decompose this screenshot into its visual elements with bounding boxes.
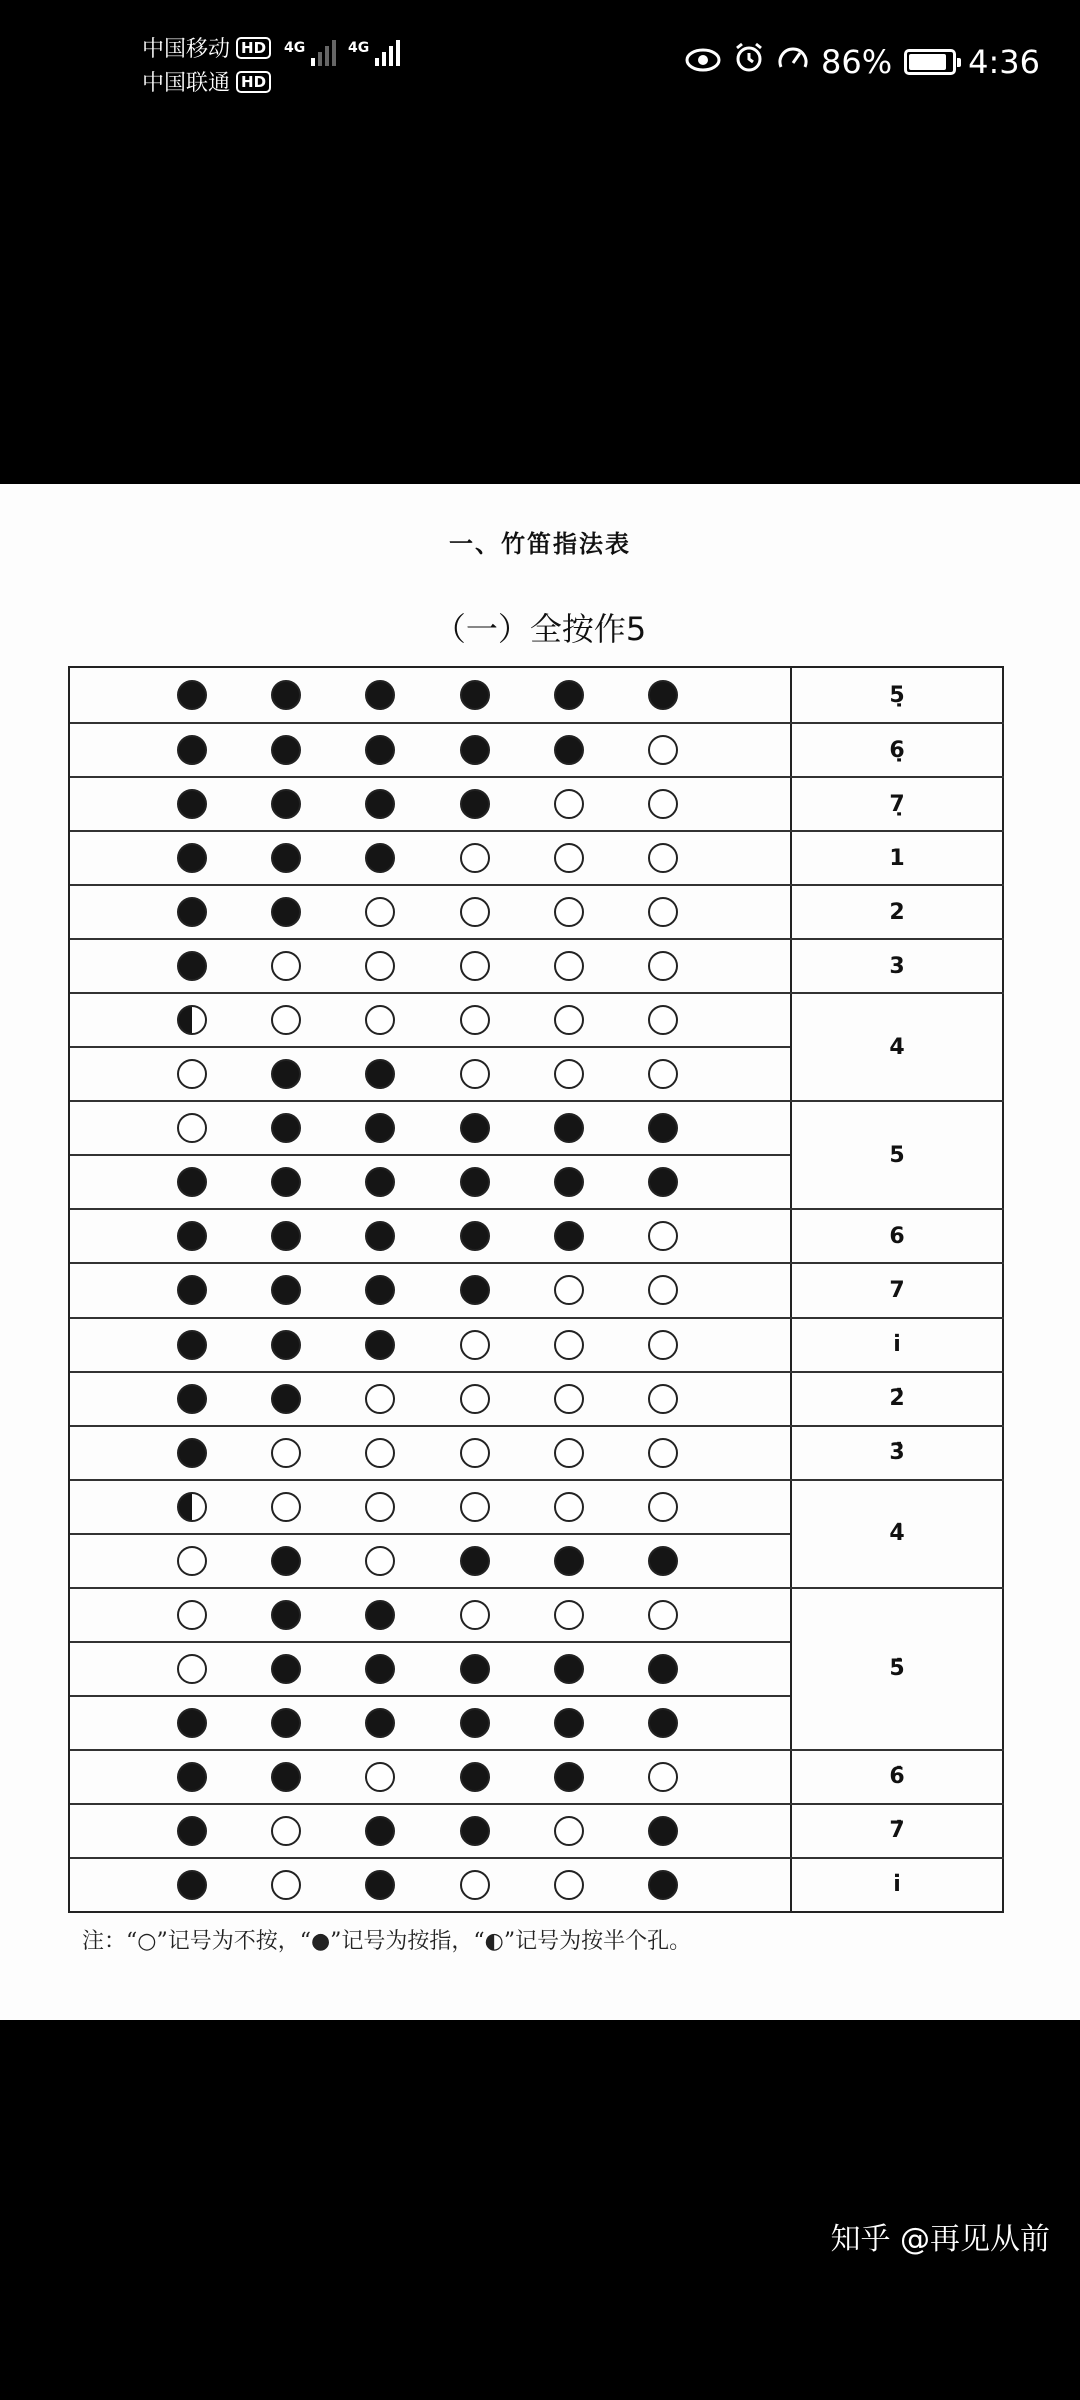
- closed-hole-icon: [365, 1708, 395, 1738]
- closed-hole-icon: [271, 1600, 301, 1630]
- signal-icon-1: [284, 40, 336, 66]
- status-bar: [0, 0, 1080, 130]
- open-hole-icon: [177, 1546, 207, 1576]
- open-hole-icon: [271, 1438, 301, 1468]
- closed-hole-icon: [365, 680, 395, 710]
- note-label: i̇: [790, 1317, 1004, 1371]
- closed-hole-icon: [271, 1221, 301, 1251]
- table-row: [70, 668, 790, 722]
- open-hole-icon: [177, 1113, 207, 1143]
- table-row: [70, 830, 790, 884]
- open-hole-icon: [554, 1870, 584, 1900]
- open-hole-icon: [177, 1600, 207, 1630]
- closed-hole-icon: [648, 680, 678, 710]
- table-row: [70, 1641, 790, 1695]
- fingering-table: [68, 666, 1004, 1913]
- closed-hole-icon: [460, 1708, 490, 1738]
- closed-hole-icon: [177, 1330, 207, 1360]
- open-hole-icon: [554, 1384, 584, 1414]
- closed-hole-icon: [365, 1816, 395, 1846]
- closed-hole-icon: [365, 843, 395, 873]
- closed-hole-icon: [460, 680, 490, 710]
- closed-hole-icon: [554, 1654, 584, 1684]
- signal-bar: [396, 40, 400, 66]
- carrier-1-label: 中国移动: [142, 37, 231, 62]
- open-hole-icon: [554, 951, 584, 981]
- table-row: [70, 1857, 790, 1911]
- closed-hole-icon: [271, 1546, 301, 1576]
- closed-hole-icon: [177, 1708, 207, 1738]
- table-row: [70, 1371, 790, 1425]
- table-row: [70, 938, 790, 992]
- open-hole-icon: [460, 1438, 490, 1468]
- signal-bar: [375, 58, 379, 66]
- open-hole-icon: [271, 1005, 301, 1035]
- closed-hole-icon: [648, 1546, 678, 1576]
- open-hole-icon: [460, 1600, 490, 1630]
- open-hole-icon: [648, 1492, 678, 1522]
- closed-hole-icon: [271, 1059, 301, 1089]
- open-hole-icon: [554, 1059, 584, 1089]
- closed-hole-icon: [460, 789, 490, 819]
- open-hole-icon: [554, 897, 584, 927]
- closed-hole-icon: [177, 1816, 207, 1846]
- note-label: 4: [790, 992, 1004, 1100]
- open-hole-icon: [365, 1762, 395, 1792]
- closed-hole-icon: [271, 1330, 301, 1360]
- note-label: 5̣: [889, 682, 905, 708]
- closed-hole-icon: [365, 1221, 395, 1251]
- open-hole-icon: [365, 951, 395, 981]
- open-hole-icon: [460, 1059, 490, 1089]
- closed-hole-icon: [177, 1384, 207, 1414]
- open-hole-icon: [554, 1816, 584, 1846]
- open-hole-icon: [460, 1005, 490, 1035]
- open-hole-icon: [648, 1221, 678, 1251]
- closed-hole-icon: [460, 1167, 490, 1197]
- closed-hole-icon: [271, 1708, 301, 1738]
- note-label: 5̇: [790, 1587, 1004, 1749]
- clock: 4:36: [968, 43, 1040, 81]
- closed-hole-icon: [648, 1870, 678, 1900]
- closed-hole-icon: [648, 1654, 678, 1684]
- closed-hole-icon: [177, 1167, 207, 1197]
- closed-hole-icon: [271, 897, 301, 927]
- open-hole-icon: [648, 1384, 678, 1414]
- signal-bar: [325, 46, 329, 66]
- note-label: 3̇: [790, 1425, 1004, 1479]
- closed-hole-icon: [460, 1654, 490, 1684]
- table-row: [70, 1803, 790, 1857]
- open-hole-icon: [365, 897, 395, 927]
- note-label: 2̇: [790, 1371, 1004, 1425]
- watermark: 知乎 @再见从前: [830, 2222, 1050, 2257]
- signal-bar: [311, 58, 315, 66]
- closed-hole-icon: [177, 897, 207, 927]
- signal-bar: [389, 46, 393, 66]
- closed-hole-icon: [648, 1816, 678, 1846]
- closed-hole-icon: [271, 1654, 301, 1684]
- closed-hole-icon: [271, 680, 301, 710]
- table-row: [70, 1479, 790, 1533]
- closed-hole-icon: [365, 1059, 395, 1089]
- battery-icon: [904, 49, 956, 75]
- closed-hole-icon: [271, 1167, 301, 1197]
- closed-hole-icon: [271, 789, 301, 819]
- table-row: [70, 722, 790, 776]
- closed-hole-icon: [460, 1546, 490, 1576]
- closed-hole-icon: [460, 1762, 490, 1792]
- signal-bar: [318, 52, 322, 66]
- closed-hole-icon: [365, 1654, 395, 1684]
- hd-badge-1: HD: [236, 37, 271, 59]
- open-hole-icon: [365, 1492, 395, 1522]
- closed-hole-icon: [271, 1275, 301, 1305]
- closed-hole-icon: [271, 843, 301, 873]
- open-hole-icon: [554, 1492, 584, 1522]
- closed-hole-icon: [554, 1221, 584, 1251]
- closed-hole-icon: [460, 735, 490, 765]
- doc-title: 一、竹笛指法表: [449, 529, 631, 558]
- alarm-icon: [733, 42, 765, 82]
- open-hole-icon: [648, 1438, 678, 1468]
- note-label: i̇̇: [790, 1857, 1004, 1911]
- table-row: [70, 1100, 790, 1154]
- note-label: 6: [790, 1208, 1004, 1262]
- open-hole-icon: [460, 1384, 490, 1414]
- closed-hole-icon: [648, 1167, 678, 1197]
- open-hole-icon: [365, 1005, 395, 1035]
- closed-hole-icon: [365, 1275, 395, 1305]
- table-row: [70, 1317, 790, 1371]
- closed-hole-icon: [648, 1113, 678, 1143]
- open-hole-icon: [648, 1275, 678, 1305]
- open-hole-icon: [648, 1762, 678, 1792]
- closed-hole-icon: [177, 680, 207, 710]
- table-row: [70, 776, 790, 830]
- closed-hole-icon: [271, 1384, 301, 1414]
- open-hole-icon: [271, 1492, 301, 1522]
- signal-icon-2: [348, 40, 400, 66]
- note-label: 3: [790, 938, 1004, 992]
- note-label: 7̇: [790, 1803, 1004, 1857]
- open-hole-icon: [554, 1330, 584, 1360]
- open-hole-icon: [648, 735, 678, 765]
- closed-hole-icon: [177, 951, 207, 981]
- note-label: 7̣: [790, 776, 1004, 830]
- table-row: [70, 1695, 790, 1749]
- note-label: 6̣: [790, 722, 1004, 776]
- closed-hole-icon: [271, 735, 301, 765]
- closed-hole-icon: [554, 1708, 584, 1738]
- note-label: 5: [790, 1100, 1004, 1208]
- signal-bar: [332, 40, 336, 66]
- doc-subtitle: （一）全按作5: [433, 610, 647, 648]
- open-hole-icon: [648, 951, 678, 981]
- open-hole-icon: [554, 1005, 584, 1035]
- open-hole-icon: [365, 1438, 395, 1468]
- closed-hole-icon: [460, 1816, 490, 1846]
- fingering-chart-image: [0, 484, 1080, 2020]
- open-hole-icon: [554, 1600, 584, 1630]
- note-label: 7: [790, 1262, 1004, 1316]
- open-hole-icon: [271, 951, 301, 981]
- note-label: 1: [790, 830, 1004, 884]
- closed-hole-icon: [554, 1167, 584, 1197]
- doc-footnote: 注：“○”记号为不按，“●”记号为按指，“◐”记号为按半个孔。: [82, 1929, 692, 1954]
- open-hole-icon: [554, 843, 584, 873]
- closed-hole-icon: [460, 1113, 490, 1143]
- open-hole-icon: [365, 1384, 395, 1414]
- eye-icon: [685, 43, 721, 81]
- carrier-1: [142, 32, 271, 63]
- table-row: [70, 884, 790, 938]
- hd-badge-2: HD: [236, 71, 271, 93]
- closed-hole-icon: [177, 1275, 207, 1305]
- open-hole-icon: [365, 1546, 395, 1576]
- open-hole-icon: [460, 1330, 490, 1360]
- closed-hole-icon: [554, 1113, 584, 1143]
- table-row: [70, 1208, 790, 1262]
- open-hole-icon: [460, 843, 490, 873]
- closed-hole-icon: [365, 1167, 395, 1197]
- table-row: [70, 1262, 790, 1316]
- open-hole-icon: [648, 789, 678, 819]
- open-hole-icon: [177, 1654, 207, 1684]
- open-hole-icon: [648, 897, 678, 927]
- closed-hole-icon: [177, 735, 207, 765]
- table-row: [70, 1046, 790, 1100]
- open-hole-icon: [177, 1059, 207, 1089]
- closed-hole-icon: [365, 789, 395, 819]
- open-hole-icon: [460, 897, 490, 927]
- closed-hole-icon: [177, 1221, 207, 1251]
- open-hole-icon: [460, 1870, 490, 1900]
- closed-hole-icon: [271, 1113, 301, 1143]
- closed-hole-icon: [177, 789, 207, 819]
- status-right: [685, 42, 1040, 82]
- note-label: 6̇: [790, 1749, 1004, 1803]
- network-type-1: 4G: [284, 40, 306, 56]
- carrier-2: [142, 66, 271, 97]
- closed-hole-icon: [365, 1870, 395, 1900]
- open-hole-icon: [648, 1330, 678, 1360]
- closed-hole-icon: [365, 1330, 395, 1360]
- half-hole-icon: [177, 1492, 207, 1522]
- table-row: [70, 1154, 790, 1208]
- open-hole-icon: [648, 1600, 678, 1630]
- closed-hole-icon: [554, 680, 584, 710]
- closed-hole-icon: [365, 735, 395, 765]
- table-row: [70, 1425, 790, 1479]
- closed-hole-icon: [177, 1762, 207, 1792]
- note-label: 4̇: [790, 1479, 1004, 1587]
- open-hole-icon: [648, 1059, 678, 1089]
- table-row: [70, 992, 790, 1046]
- open-hole-icon: [271, 1816, 301, 1846]
- carrier-2-label: 中国联通: [142, 71, 231, 96]
- half-hole-icon: [177, 1005, 207, 1035]
- closed-hole-icon: [648, 1708, 678, 1738]
- open-hole-icon: [460, 951, 490, 981]
- closed-hole-icon: [177, 843, 207, 873]
- open-hole-icon: [648, 843, 678, 873]
- closed-hole-icon: [177, 1870, 207, 1900]
- closed-hole-icon: [554, 1762, 584, 1792]
- open-hole-icon: [554, 1438, 584, 1468]
- open-hole-icon: [554, 789, 584, 819]
- open-hole-icon: [554, 1275, 584, 1305]
- speed-icon: [777, 43, 809, 81]
- table-row: [70, 1587, 790, 1641]
- battery-percent: 86%: [821, 43, 893, 81]
- closed-hole-icon: [460, 1275, 490, 1305]
- closed-hole-icon: [271, 1762, 301, 1792]
- note-label: 2: [790, 884, 1004, 938]
- closed-hole-icon: [177, 1438, 207, 1468]
- open-hole-icon: [648, 1005, 678, 1035]
- closed-hole-icon: [554, 1546, 584, 1576]
- closed-hole-icon: [460, 1221, 490, 1251]
- signal-bar: [382, 52, 386, 66]
- network-type-2: 4G: [348, 40, 370, 56]
- table-row: [70, 1749, 790, 1803]
- closed-hole-icon: [554, 735, 584, 765]
- open-hole-icon: [271, 1870, 301, 1900]
- table-row: [70, 1533, 790, 1587]
- open-hole-icon: [460, 1492, 490, 1522]
- closed-hole-icon: [365, 1113, 395, 1143]
- closed-hole-icon: [365, 1600, 395, 1630]
